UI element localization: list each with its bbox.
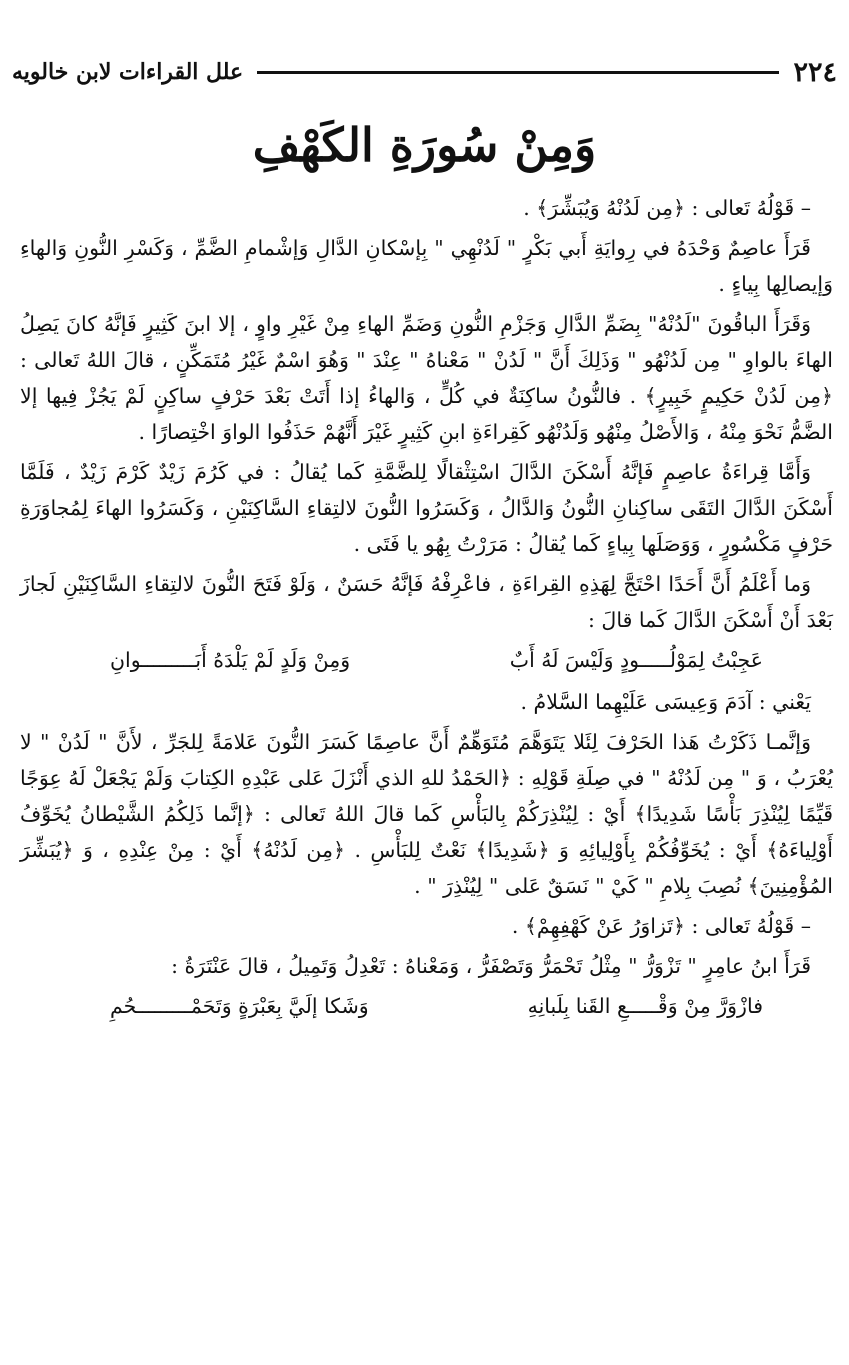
poetry-verse <box>20 988 833 1024</box>
paragraph: وَقَرَأَ الباقُونَ "لَدُنْهُ" بِضَمِّ الدَّالِ وَجَزْمِ النُّونِ وَضَمِّ الهاءِ مِنْ غَيْرِ واوٍ ، إلا ابنَ كَثِيرٍ فَإنَّهُ كانَ يَصِلُ الهاءَ بالواوِ " مِن لَدُنْهُو " وَذَلِكَ أَنَّ " لَدُنْ " مَعْناهُ " عِنْدَ " وَهُوَ اسْمٌ غَيْرُ مُتَمَكِّنٍ ، قالَ اللهُ تَعالى : ﴿مِن لَدُنْ حَكِيمٍ خَبِيرٍ﴾ . فالنُّونُ ساكِنَةٌ في كُلٍّ ، وَالهاءُ إذا أَتَتْ بَعْدَ حَرْفٍ ساكِنٍ لَمْ يَجُزْ فِيها إلا الضَّمُّ نَحْوَ مِنْهُ ، وَالأَصْلُ مِنْهُو وَلَدُنْهُو كَقِراءَةِ ابنِ كَثِيرٍ غَيْرَ أَنَّهُمْ حَذَفُوا الواوَ اخْتِصارًا . <box>20 312 833 444</box>
paragraph: وَإنَّمـا ذَكَرْتُ هَذا الحَرْفَ لِئَلا يَتَوَهَّمَ مُتَوَهِّمٌ أَنَّ عاصِمًا كَسَرَ النُّونَ عَلامَةً لِلجَرِّ ، لأَنَّ " لَدُنْ " لا يُعْرَبُ ، وَ " مِن لَدُنْهُ " في صِلَةِ قَوْلِهِ : ﴿الحَمْدُ للهِ الذي أَنْزَلَ عَلى عَبْدِهِ الكِتابَ وَلَمْ يَجْعَلْ لَهُ عِوَجًا قَيِّمًا لِيُنْذِرَ بَأْسًا شَدِيدًا﴾ أَيْ : لِيُنْذِرَكُمْ بِالبَأْسِ كَما قالَ اللهُ تَعالى : ﴿إنَّما ذَلِكُمُ الشَّيْطانُ يُخَوِّفُ أَوْلِياءَهُ﴾ أَيْ : يُخَوِّفُكُمْ بِأَوْلِيائِهِ وَ ﴿شَدِيدًا﴾ نَعْتٌ لِلبَأْسِ . ﴿مِن لَدُنْهُ﴾ أَيْ : مِنْ عِنْدِهِ ، وَ ﴿يُبَشِّرَ المُؤْمِنِينَ﴾ نُصِبَ بِلامِ " كَيْ " نَسَقٌ عَلى " لِيُنْذِرَ " . <box>20 730 833 898</box>
page-body <box>20 190 833 1030</box>
paragraph: قَرَأَ ابنُ عامِرٍ " تَزْوَرُّ " مِثْلُ تَحْمَرُّ وَتَصْفَرُّ ، وَمَعْناهُ : تَعْدِلُ وَتَمِيلُ ، قالَ عَنْتَرَةُ : <box>171 954 811 978</box>
verse-second-hemistich: وَشَكا إلَيَّ بِعَبْرَةٍ وَتَحَمْـــــــــحُمِ <box>110 994 369 1018</box>
paragraph: – قَوْلُهُ تَعالى : ﴿تَزاوَرُ عَنْ كَهْفِهِمْ﴾ . <box>511 914 811 938</box>
paragraph: يَعْني : آدَمَ وَعِيسَى عَلَيْهِما السَّلامُ . <box>520 690 811 714</box>
header-rule <box>257 71 779 74</box>
paragraph: وَما أَعْلَمُ أَنَّ أَحَدًا احْتَجَّ لِهَذِهِ القِراءَةِ ، فاعْرِفْهُ فَإنَّهُ حَسَنٌ ، وَلَوْ فَتَحَ النُّونَ لالتِقاءِ السَّاكِنَيْنِ لَجازَ بَعْدَ أَنْ أَسْكَنَ الدَّالَ كَما قالَ : <box>20 572 833 632</box>
verse-first-hemistich: فازْوَرَّ مِنْ وَقْـــــعِ القَنا بِلَبانِهِ <box>527 994 763 1018</box>
surah-title: وَمِنْ سُورَةِ الكَهْفِ <box>252 118 597 172</box>
paragraph: وَأَمَّا قِراءَةُ عاصِمٍ فَإنَّهُ أَسْكَنَ الدَّالَ اسْتِثْقالًا لِلضَّمَّةِ كَما يُقالُ : في كَرُمَ زَيْدٌ كَرْمَ زَيْدٌ ، فَلَمَّا أَسْكَنَ الدَّالَ التَقَى ساكِنانِ النُّونُ وَالدَّالُ ، وَكَسَرُوا النُّونَ لالتِقاءِ السَّاكِنَيْنِ ، وَكَسَرُوا الهاءَ لِمُجاوَرَةِ حَرْفٍ مَكْسُورٍ ، وَوَصَلَها بِياءٍ كَما يُقالُ : مَرَرْتُ بِهُو يا فَتَى . <box>20 460 833 556</box>
page-number: ٢٢٤ <box>793 56 837 88</box>
poetry-verse <box>20 642 833 678</box>
paragraph: قَرَأَ عاصِمٌ وَحْدَهُ في رِوايَةِ أَبي بَكْرٍ " لَدُنْهِي " بِإسْكانِ الدَّالِ وَإشْمامِ الضَّمِّ ، وَكَسْرِ النُّونِ وَالهاءِ وَإيصالِها بِياءٍ . <box>20 236 833 296</box>
running-title: علل القراءات لابن خالويه <box>12 59 244 85</box>
verse-second-hemistich: وَمِنْ وَلَدٍ لَمْ يَلْدَهُ أَبَـــــــــوانِ <box>110 648 351 672</box>
paragraph: – قَوْلُهُ تَعالى : ﴿مِن لَدُنْهُ وَيُبَشِّرَ﴾ . <box>523 196 811 220</box>
verse-first-hemistich: عَجِبْتُ لِمَوْلُـــــودٍ وَلَيْسَ لَهُ أَبٌ <box>509 648 763 672</box>
page-header <box>12 52 837 92</box>
